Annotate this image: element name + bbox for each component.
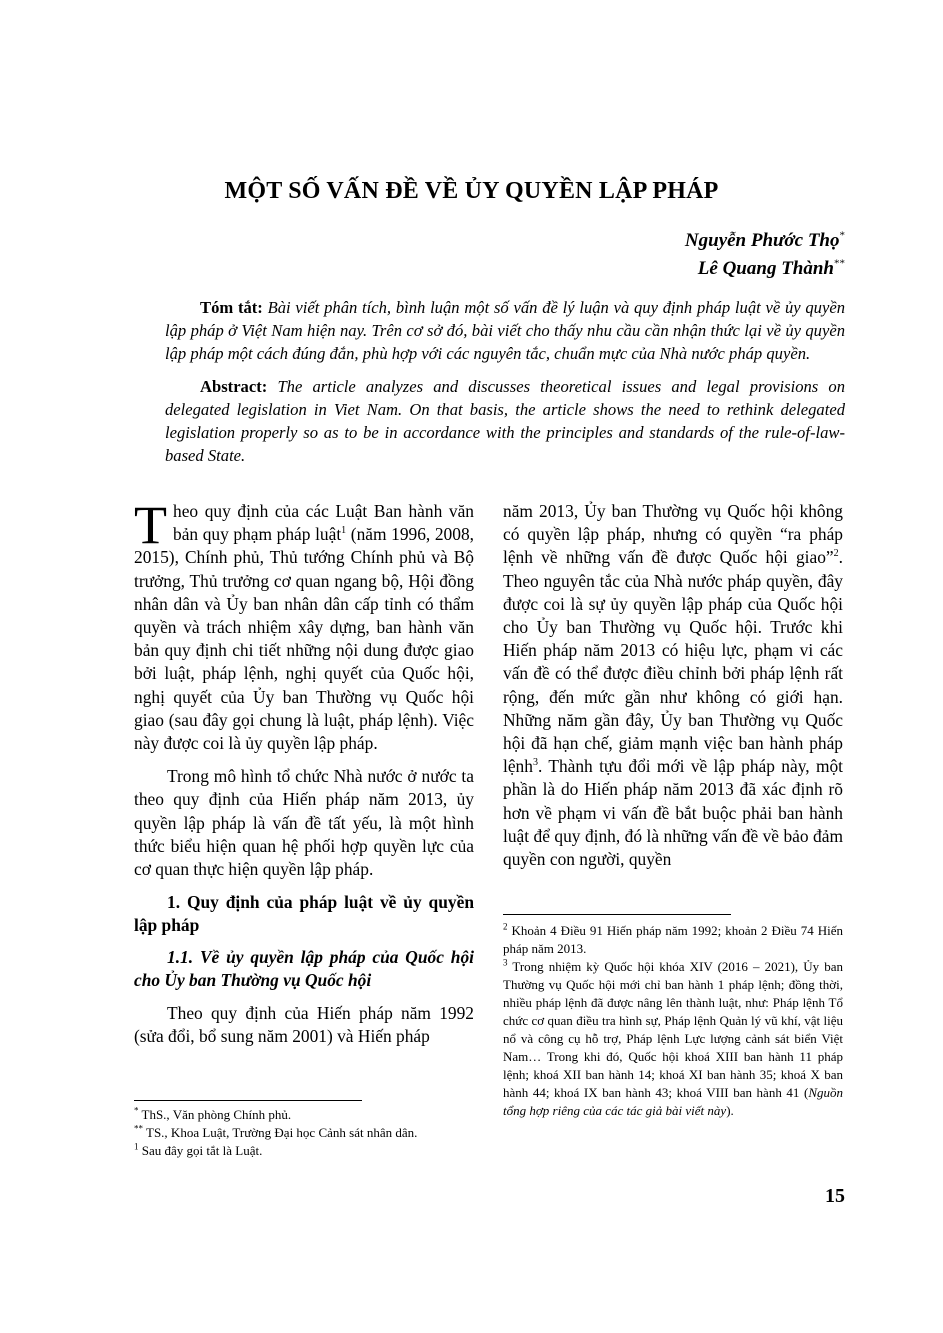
footnote: $^1$ Sau đây gọi tắt là Luật. bbox=[134, 1141, 263, 1158]
footnote-divider-left bbox=[134, 1100, 362, 1101]
authors bbox=[685, 227, 845, 283]
article-title: MỘT SỐ VẤN ĐỀ VỀ ỦY QUYỀN LẬP PHÁP bbox=[224, 178, 719, 204]
footnote-2: $^2$ Khoản 4 Điều 91 Hiến pháp năm 1992; khoản 2 Điều 74 Hiến pháp năm 2013. bbox=[503, 921, 843, 956]
section-heading-1: 1. Quy định của pháp luật về ủy quyền lập pháp bbox=[134, 892, 474, 936]
paragraph-1: Theo quy định của các Luật Ban hành văn bản quy phạm pháp luật$^1$ (năm 1996, 2008, 2015), Chính phủ, Thủ tướng Chính phủ và Bộ trưởng, Thủ trưởng cơ quan ngang bộ, Hội đồng nhân dân và Ủy ban nhân dân cấp tỉnh có thẩm quyền và trách nhiệm xây dựng, ban hành văn bản quy định chi tiết những nội dung được giao bởi luật, pháp lệnh, nghị quyết của Quốc hội, nghị quyết của Ủy ban Thường vụ Quốc hội giao (sau đây gọi chung là luật, pháp lệnh). Việc này được coi là ủy quyền lập pháp. bbox=[134, 495, 474, 754]
abstract-vietnamese: Tóm tắt: Bài viết phân tích, bình luận một số vấn đề lý luận và quy định pháp luật về ủy quyền lập pháp ở Việt Nam hiện nay. Trên cơ sở đó, bài viết cho thấy nhu cầu cần nhận thức lại về ủy quyền lập pháp một cách đúng đắn, phù hợp với các nguyên tắc, chuẩn mực của Nhà nước pháp quyền. bbox=[165, 298, 846, 363]
body-column-left bbox=[134, 495, 474, 1048]
abstract-block bbox=[165, 296, 845, 467]
section-heading-1-1: 1.1. Về ủy quyền lập pháp của Quốc hội cho Ủy ban Thường vụ Quốc hội bbox=[134, 946, 474, 990]
footnotes-right bbox=[503, 922, 843, 1120]
author-1: Nguyễn Phước Thọ* bbox=[684, 229, 845, 251]
page-number: 15 bbox=[825, 1185, 845, 1207]
footnote: * ThS., Văn phòng Chính phủ. bbox=[134, 1105, 292, 1122]
footnote: ** TS., Khoa Luật, Trường Đại học Cảnh sát nhân dân. bbox=[134, 1123, 418, 1140]
body-column-right bbox=[503, 500, 843, 871]
author-2: Lê Quang Thành** bbox=[697, 257, 845, 279]
footnote-3: $^3$ Trong nhiệm kỳ Quốc hội khóa XIV (2016 – 2021), Ủy ban Thường vụ Quốc hội mới chỉ ban hành 1 pháp lệnh; đồng thời, nhiều pháp lệnh đã được nâng lên thành luật, như: Pháp lệnh Tổ chức cơ quan điều tra hình sự, Pháp lệnh Quản lý vũ khí, vật liệu nổ và công cụ hỗ trợ, Pháp lệnh Lực lượng cảnh sát biển Việt Nam… Trong khi đó, Quốc hội khoá XIII ban hành 11 pháp lệnh; khoá XII ban hành 14; khoá XI ban hành 35; khoá X ban hành 44; khoá IX ban hành 43; khoá VIII ban hành 41 (Nguồn tổng hợp riêng của các tác giả bài viết này). bbox=[503, 957, 843, 1118]
footnotes-left bbox=[134, 1106, 474, 1160]
paragraph-2: Trong mô hình tổ chức Nhà nước ở nước ta theo quy định của Hiến pháp năm 2013, ủy quyền lập pháp là vấn đề tất yếu, là một hình thức biểu hiện quan hệ phối hợp quyền lực của cơ quan thực hiện quyền lập pháp. bbox=[134, 766, 474, 880]
paragraph-3: Theo quy định của Hiến pháp năm 1992 (sửa đổi, bổ sung năm 2001) và Hiến pháp bbox=[134, 1003, 474, 1047]
abstract-english: Abstract: The article analyzes and discusses theoretical issues and legal provisions on delegated legislation in Viet Nam. On that basis, the article shows the need to rethink delegated legislation properly so as to be in accordance with the principles and standards of the rule-of-law-based State. bbox=[165, 377, 845, 465]
paragraph-continued: năm 2013, Ủy ban Thường vụ Quốc hội không có quyền lập pháp, nhưng có quyền “ra pháp lệnh về những vấn đề được Quốc hội giao”$^2$. Theo nguyên tắc của Nhà nước pháp quyền, đây được coi là sự ủy quyền lập pháp của Quốc hội cho Ủy ban Thường vụ Quốc hội. Trước khi Hiến pháp năm 2013 có hiệu lực, phạm vi các vấn đề có thể được điều chỉnh bởi pháp lệnh rất rộng, đến mức gần như không có giới hạn. Những năm gần đây, Ủy ban Thường vụ Quốc hội đã hạn chế, giảm mạnh việc ban hành pháp lệnh$^3$. Thành tựu đổi mới về lập pháp này, một phần là do Hiến pháp năm 2013 đã xác định rõ hơn về phạm vi vấn đề bắt buộc phải ban hành luật để quy định, đó là những vấn đề về bảo đảm quyền con người, quyền bbox=[503, 501, 843, 870]
footnote-divider-right bbox=[503, 914, 731, 915]
drop-cap: T bbox=[134, 495, 167, 555]
